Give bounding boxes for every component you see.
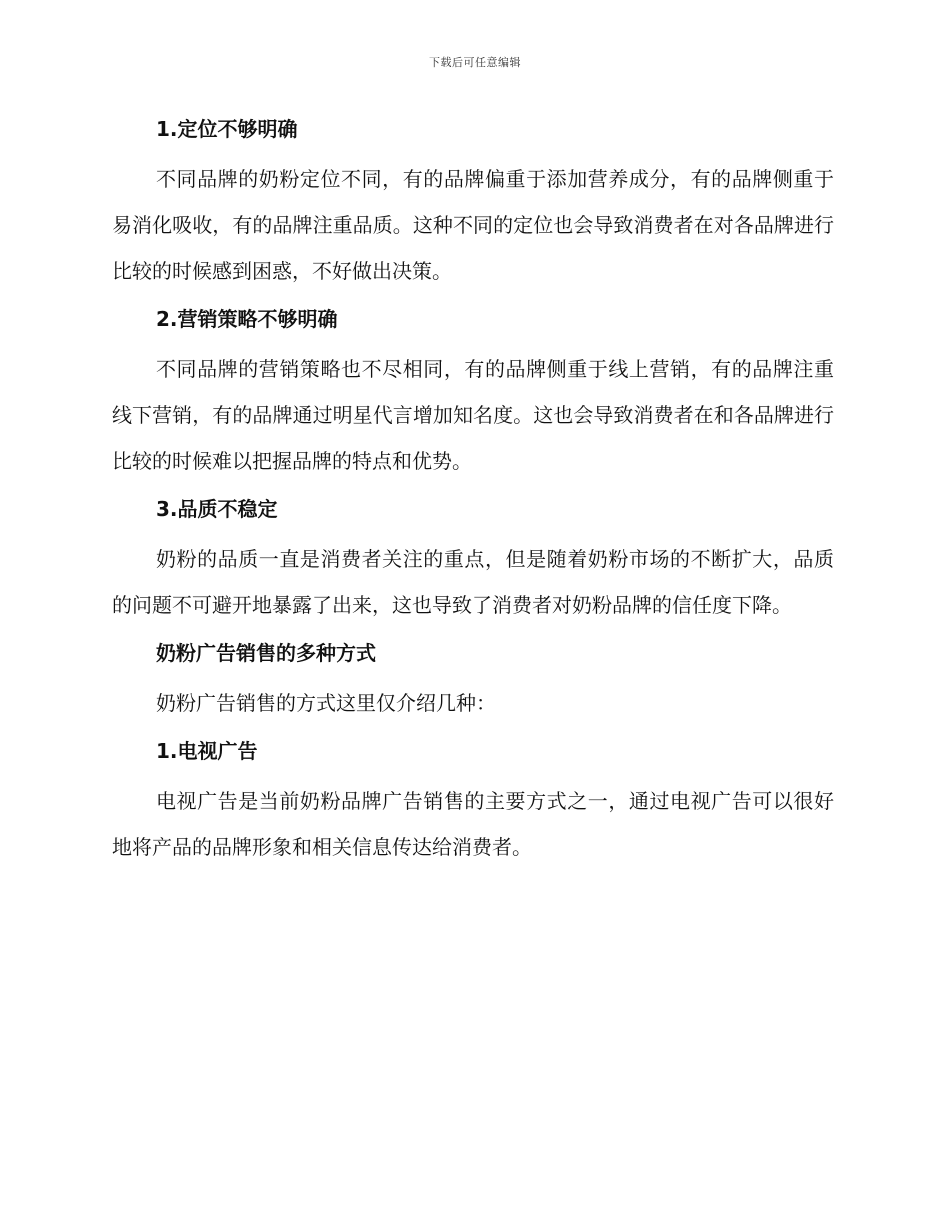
section-quality	[112, 494, 834, 638]
section-heading: 3.品质不稳定	[156, 497, 278, 521]
header-note: 下载后可任意编辑	[429, 56, 521, 69]
section-positioning	[112, 114, 834, 304]
section-paragraph: 电视广告是当前奶粉品牌广告销售的主要方式之一，通过电视广告可以很好地将产品的品牌形象和相关信息传达给消费者。	[112, 789, 834, 859]
section-heading: 2.营销策略不够明确	[156, 307, 338, 331]
section-heading: 1.定位不够明确	[156, 117, 298, 141]
section-heading: 1.电视广告	[156, 739, 258, 763]
section-tv-ads	[112, 736, 834, 870]
section-paragraph: 奶粉的品质一直是消费者关注的重点，但是随着奶粉市场的不断扩大，品质的问题不可避开地暴露了出来，这也导致了消费者对奶粉品牌的信任度下降。	[112, 547, 834, 617]
section-ad-methods	[112, 638, 834, 736]
section-paragraph: 不同品牌的奶粉定位不同，有的品牌偏重于添加营养成分，有的品牌侧重于易消化吸收，有的品牌注重品质。这种不同的定位也会导致消费者在对各品牌进行比较的时候感到困惑，不好做出决策。	[112, 167, 834, 283]
section-heading: 奶粉广告销售的多种方式	[156, 641, 376, 665]
section-paragraph: 不同品牌的营销策略也不尽相同，有的品牌侧重于线上营销，有的品牌注重线下营销，有的品牌通过明星代言增加知名度。这也会导致消费者在和各品牌进行比较的时候难以把握品牌的特点和优势。	[112, 357, 834, 473]
section-marketing-strategy	[112, 304, 834, 494]
section-paragraph: 奶粉广告销售的方式这里仅介绍几种：	[156, 691, 496, 715]
document-body	[112, 114, 834, 870]
